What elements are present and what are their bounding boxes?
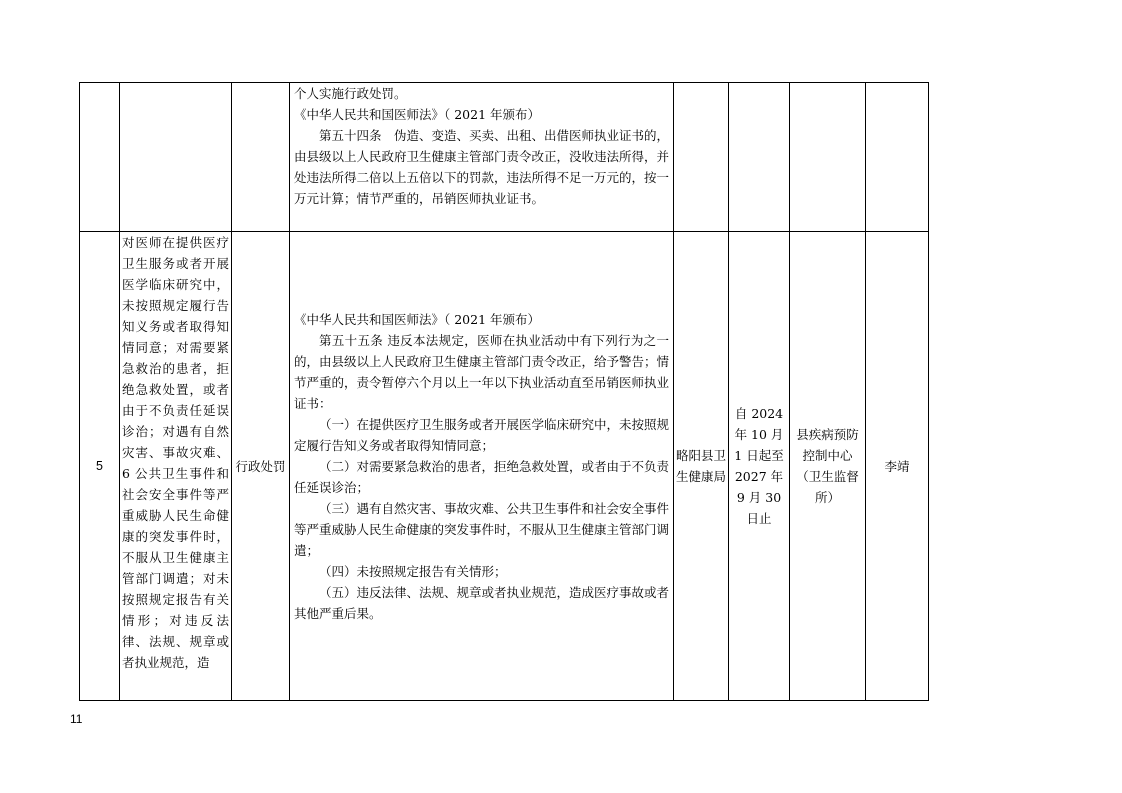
cell-authority: 略阳县卫生健康局	[674, 232, 729, 701]
basis-article: 第五十五条 违反本法规定，医师在执业活动中有下列行为之一的，由县级以上人民政府卫生健康主管部门责令改正，给予警告；情节严重的，责令暂停六个月以上一年以下执业活动直至吊销医师执业证书：	[294, 332, 670, 411]
basis-item-1: （一）在提供医疗卫生服务或者开展医学临床研究中，未按照规定履行告知义务或者取得知情同意；	[294, 416, 670, 453]
cell-person: 李靖	[866, 232, 929, 701]
cell-index-empty	[80, 83, 120, 232]
cell-category-empty	[232, 83, 290, 232]
cell-period: 自 2024 年 10 月 1 日起至 2027 年 9 月 30 日止	[729, 232, 790, 701]
cell-category: 行政处罚	[232, 232, 290, 701]
cell-executor: 县疾病预防控制中心（卫生监督所）	[790, 232, 866, 701]
cell-item: 对医师在提供医疗卫生服务或者开展医学临床研究中，未按照规定履行告知义务或者取得知情同意；对需要紧急救治的患者，拒绝急救处置，或者由于不负责任延误诊治；对遇有自然灾害、事故灾难、6 公共卫生事件和社会安全事件等严重威胁人民生命健康的突发事件时，不服从卫生健康主管部门调遣；对未按照规定报告有关情形；对违反法律、法规、规章或者执业规范，造	[120, 232, 232, 701]
cell-person-empty	[866, 83, 929, 232]
cell-index: 5	[80, 232, 120, 701]
basis-item-5: （五）违反法律、法规、规章或者执业规范，造成医疗事故或者其他严重后果。	[294, 584, 670, 621]
cell-item-empty	[120, 83, 232, 232]
cell-basis	[290, 232, 674, 701]
basis-item-4: （四）未按照规定报告有关情形；	[319, 563, 507, 579]
cell-period-empty	[729, 83, 790, 232]
basis-line-1: 《中华人民共和国医师法》（ 2021 年颁布）	[294, 107, 541, 122]
page-number: 11	[70, 712, 83, 726]
basis-law: 《中华人民共和国医师法》（ 2021 年颁布）	[294, 311, 541, 327]
basis-line-0: 个人实施行政处罚。	[294, 86, 407, 101]
basis-item-2: （二）对需要紧急救治的患者，拒绝急救处置，或者由于不负责任延误诊治；	[294, 458, 670, 495]
table-row-continuation	[80, 83, 929, 232]
cell-executor-empty	[790, 83, 866, 232]
cell-basis-continuation	[290, 83, 674, 232]
basis-line-2: 第五十四条 伪造、变造、买卖、出租、出借医师执业证书的，由县级以上人民政府卫生健康主管部门责令改正，没收违法所得，并处违法所得二倍以上五倍以下的罚款，违法所得不足一万元的，按一万元计算；情节严重的，吊销医师执业证书。	[294, 128, 670, 206]
basis-item-3: （三）遇有自然灾害、事故灾难、公共卫生事件和社会安全事件等严重威胁人民生命健康的突发事件时，不服从卫生健康主管部门调遣；	[294, 500, 670, 558]
document-table	[79, 82, 929, 701]
cell-authority-empty	[674, 83, 729, 232]
table-row-5	[80, 232, 929, 701]
